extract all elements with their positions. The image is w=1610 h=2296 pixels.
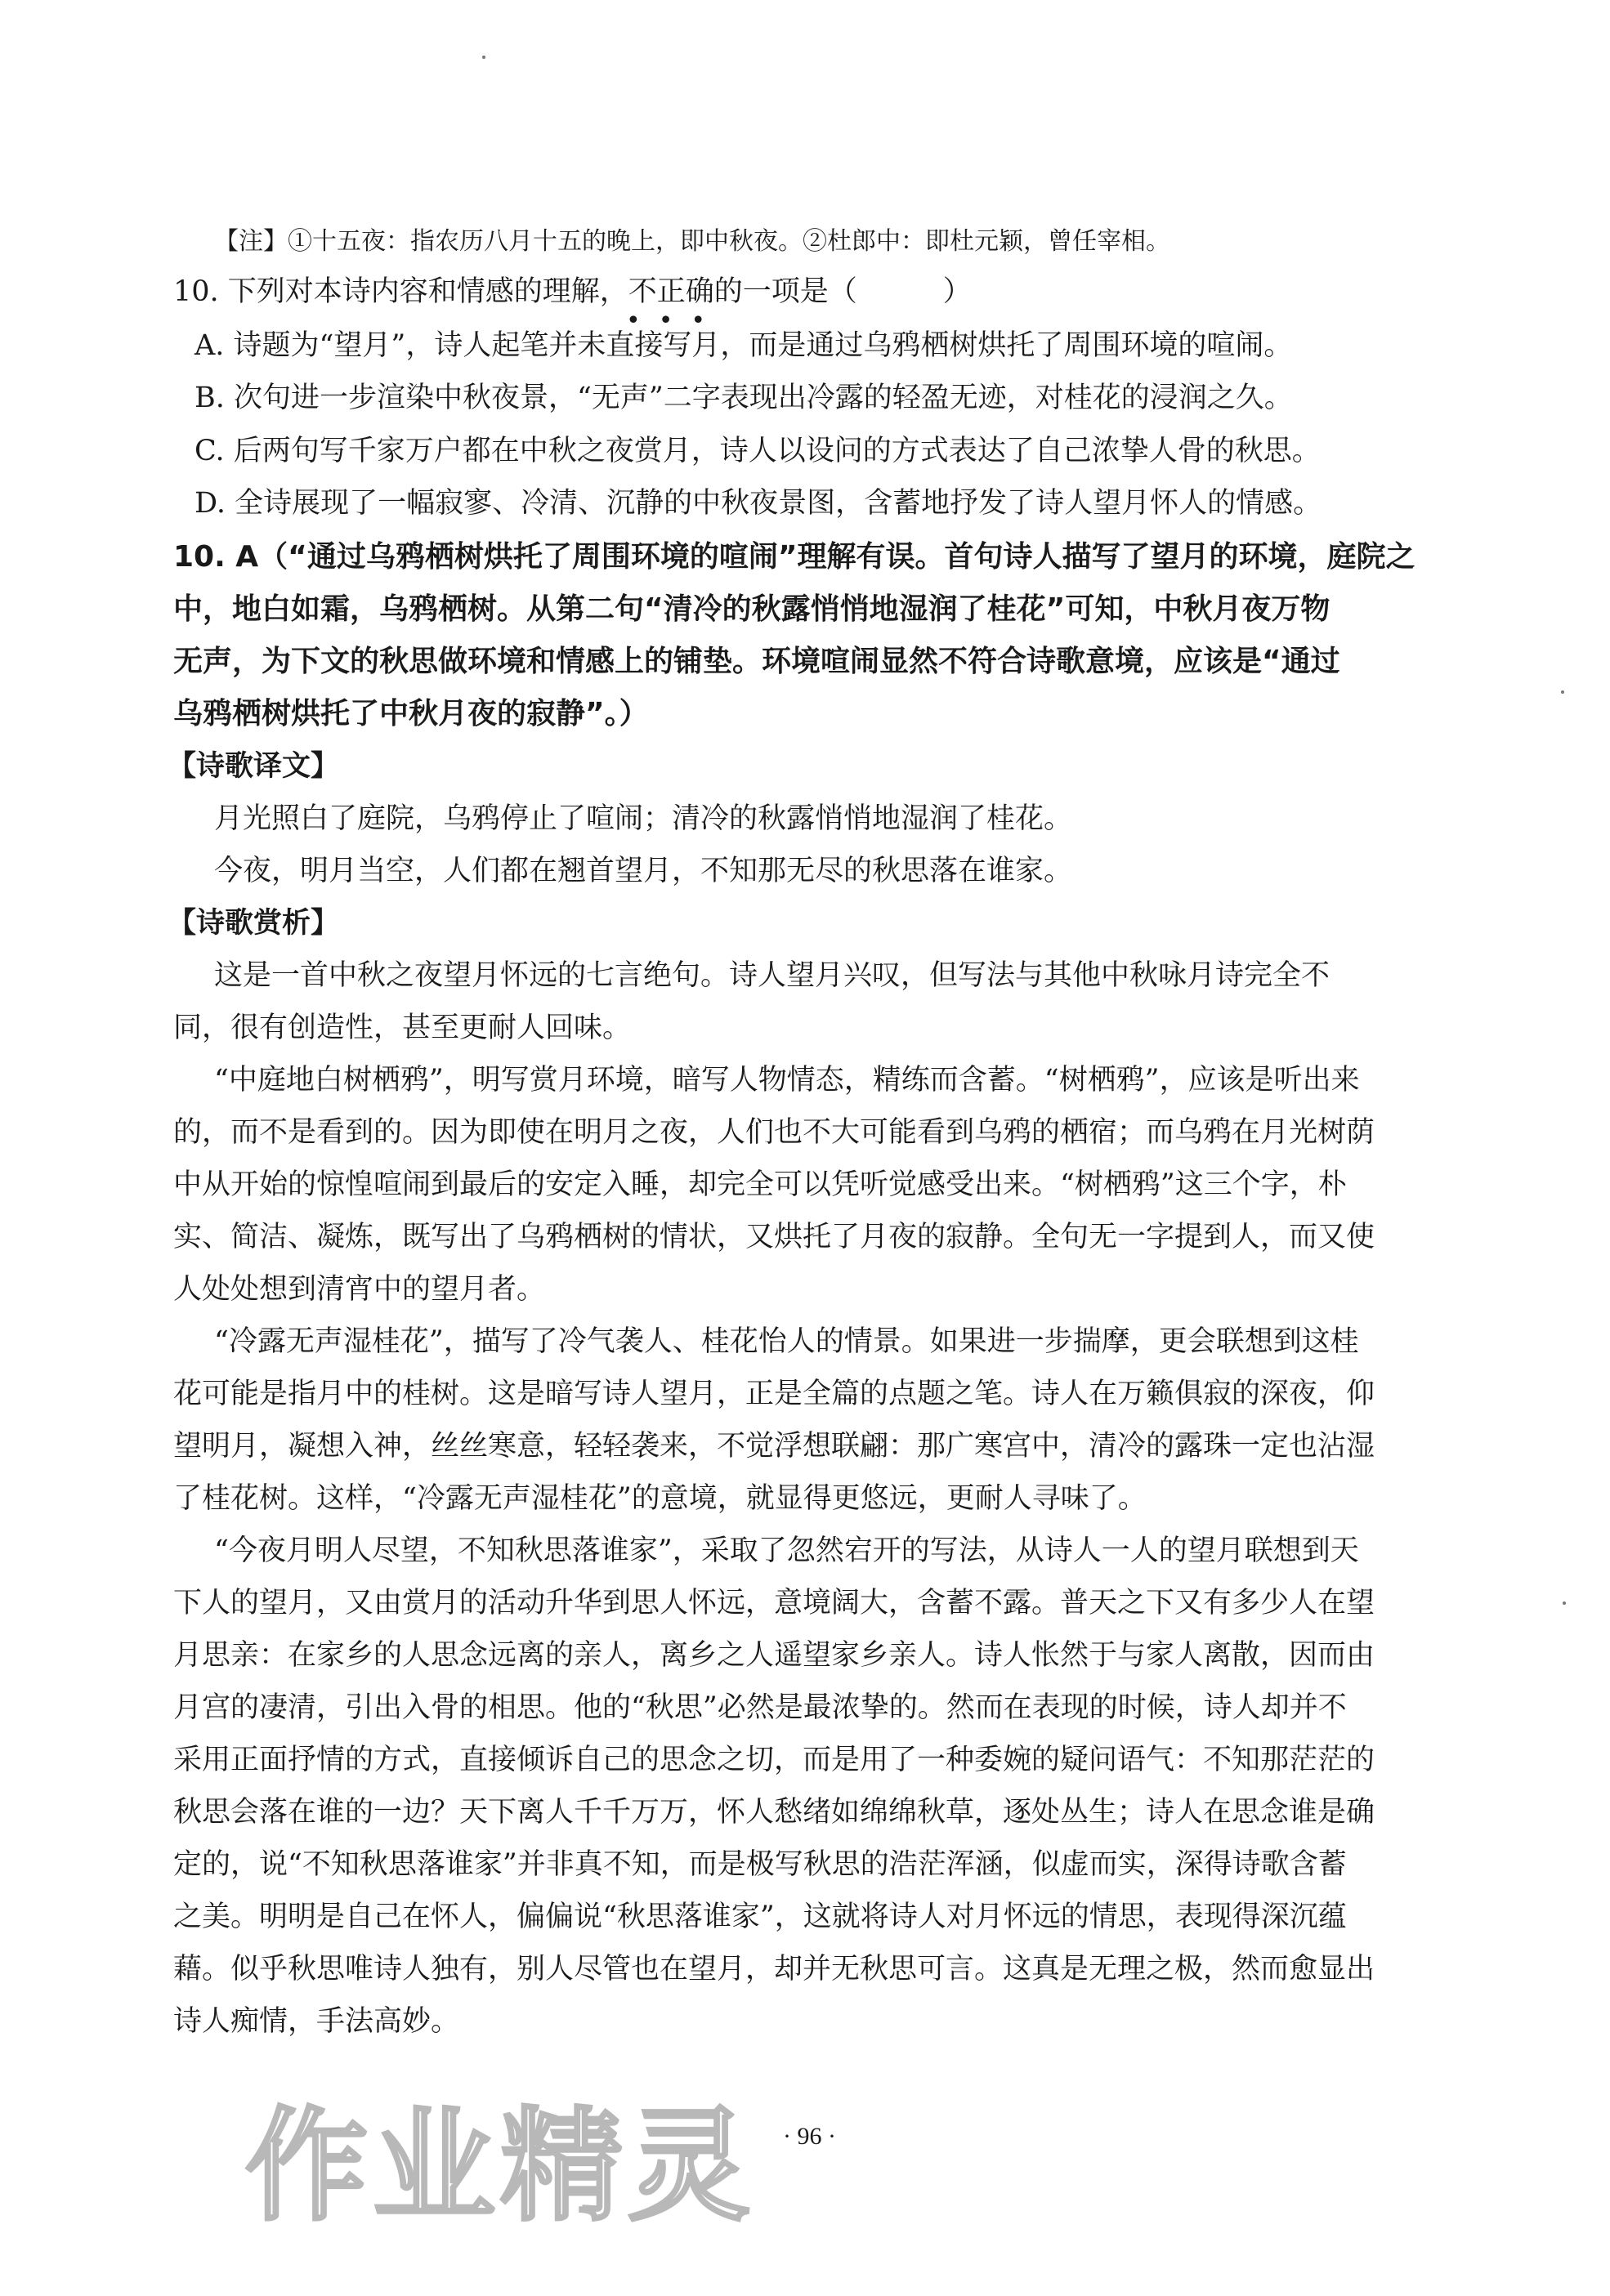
- emphasis-dots: •••: [626, 306, 724, 335]
- appreciation-line: “中庭地白树栖鸦”，明写赏月环境，暗写人物情态，精练而含蓄。“树栖鸦”，应该是听出来: [214, 1064, 1360, 1097]
- appreciation-line: 望明月，凝想入神，丝丝寒意，轻轻袭来，不觉浮想联翩：那广寒宫中，清冷的露珠一定也沾湿: [173, 1430, 1375, 1463]
- question-stem: 10. 下列对本诗内容和情感的理解，不正确的一项是（ ）: [173, 275, 972, 308]
- appreciation-line: 诗人痴情，手法高妙。: [173, 2005, 460, 2038]
- appreciation-heading: 【诗歌赏析】: [168, 907, 340, 940]
- appreciation-line: 的，而不是看到的。因为即使在明月之夜，人们也不大可能看到乌鸦的栖宿；而乌鸦在月光树荫: [173, 1116, 1375, 1149]
- answer-line: 中，地白如霜，乌鸦栖树。从第二句“清冷的秋露悄悄地湿润了桂花”可知，中秋月夜万物: [173, 592, 1330, 626]
- answer-line: 无声，为下文的秋思做环境和情感上的铺垫。环境喧闹显然不符合诗歌意境，应该是“通过: [173, 645, 1340, 678]
- appreciation-line: 藉。似乎秋思唯诗人独有，别人尽管也在望月，却并无秋思可言。这真是无理之极，然而愈显出: [173, 1953, 1375, 1986]
- appreciation-line: 人处处想到清宵中的望月者。: [173, 1273, 546, 1306]
- appreciation-line: “冷露无声湿桂花”，描写了冷气袭人、桂花怡人的情景。如果进一步揣摩，更会联想到这桂: [214, 1325, 1359, 1358]
- appreciation-line: 秋思会落在谁的一边？天下离人千千万万，怀人愁绪如绵绵秋草，逐处丛生；诗人在思念谁是确: [173, 1796, 1375, 1829]
- appreciation-line: 月思亲：在家乡的人思念远离的亲人，离乡之人遥望家乡亲人。诗人怅然于与家人离散，因而由: [173, 1639, 1375, 1672]
- option-d: D. 全诗展现了一幅寂寥、冷清、沉静的中秋夜景图，含蓄地抒发了诗人望月怀人的情感。: [195, 487, 1322, 520]
- page-number: · 96 ·: [783, 2123, 836, 2150]
- appreciation-line: 同，很有创造性，甚至更耐人回味。: [173, 1012, 632, 1044]
- scan-speck: [482, 56, 485, 59]
- appreciation-line: 中从开始的惊惶喧闹到最后的安定入睡，却完全可以凭听觉感受出来。“树栖鸦”这三个字，朴: [173, 1168, 1347, 1201]
- appreciation-line: 下人的望月，又由赏月的活动升华到思人怀远，意境阔大，含蓄不露。普天之下又有多少人在望: [173, 1587, 1375, 1619]
- scan-speck: [1561, 690, 1564, 694]
- appreciation-line: 实、简洁、凝炼，既写出了乌鸦栖树的情状，又烘托了月夜的寂静。全句无一字提到人，而又使: [173, 1221, 1375, 1253]
- poem-note: 【注】①十五夜：指农历八月十五的晚上，即中秋夜。②杜郎中：即杜元颖，曾任宰相。: [214, 227, 1170, 256]
- translation-line: 今夜，明月当空，人们都在翘首望月，不知那无尽的秋思落在谁家。: [214, 855, 1073, 887]
- appreciation-line: 这是一首中秋之夜望月怀远的七言绝句。诗人望月兴叹，但写法与其他中秋咏月诗完全不: [214, 959, 1330, 992]
- appreciation-line: 花可能是指月中的桂树。这是暗写诗人望月，正是全篇的点题之笔。诗人在万籁俱寂的深夜，仰: [173, 1378, 1375, 1410]
- appreciation-line: 定的，说“不知秋思落谁家”并非真不知，而是极写秋思的浩茫浑涵，似虚而实，深得诗歌含蓄: [173, 1848, 1347, 1881]
- answer-line: 10. A（“通过乌鸦栖树烘托了周围环境的喧闹”理解有误。首句诗人描写了望月的环境，庭院之: [173, 540, 1415, 574]
- appreciation-line: “今夜月明人尽望，不知秋思落谁家”，采取了忽然宕开的写法，从诗人一人的望月联想到天: [214, 1534, 1359, 1567]
- option-a: A. 诗题为“望月”，诗人起笔并未直接写月，而是通过乌鸦栖树烘托了周围环境的喧闹。: [195, 329, 1293, 362]
- answer-line: 乌鸦栖树烘托了中秋月夜的寂静”。）: [173, 697, 649, 730]
- appreciation-line: 之美。明明是自己在怀人，偏偏说“秋思落谁家”，这就将诗人对月怀远的情思，表现得深沉蕴: [173, 1901, 1347, 1933]
- option-c: C. 后两句写千家万户都在中秋之夜赏月，诗人以设问的方式表达了自己浓挚人骨的秋思。: [195, 435, 1321, 467]
- appreciation-line: 了桂花树。这样，“冷露无声湿桂花”的意境，就显得更悠远，更耐人寻味了。: [173, 1482, 1147, 1515]
- translation-line: 月光照白了庭院，乌鸦停止了喧闹；清冷的秋露悄悄地湿润了桂花。: [214, 802, 1073, 835]
- appreciation-line: 采用正面抒情的方式，直接倾诉自己的思念之切，而是用了一种委婉的疑问语气：不知那茫茫的: [173, 1744, 1375, 1776]
- appreciation-line: 月宫的凄清，引出入骨的相思。他的“秋思”必然是最浓挚的。然而在表现的时候，诗人却并不: [173, 1691, 1347, 1724]
- option-b: B. 次句进一步渲染中秋夜景，“无声”二字表现出冷露的轻盈无迹，对桂花的浸润之久。: [195, 382, 1293, 414]
- watermark-logo: 作业精灵: [245, 2096, 756, 2238]
- translation-heading: 【诗歌译文】: [168, 750, 340, 783]
- scan-speck: [1563, 1601, 1566, 1605]
